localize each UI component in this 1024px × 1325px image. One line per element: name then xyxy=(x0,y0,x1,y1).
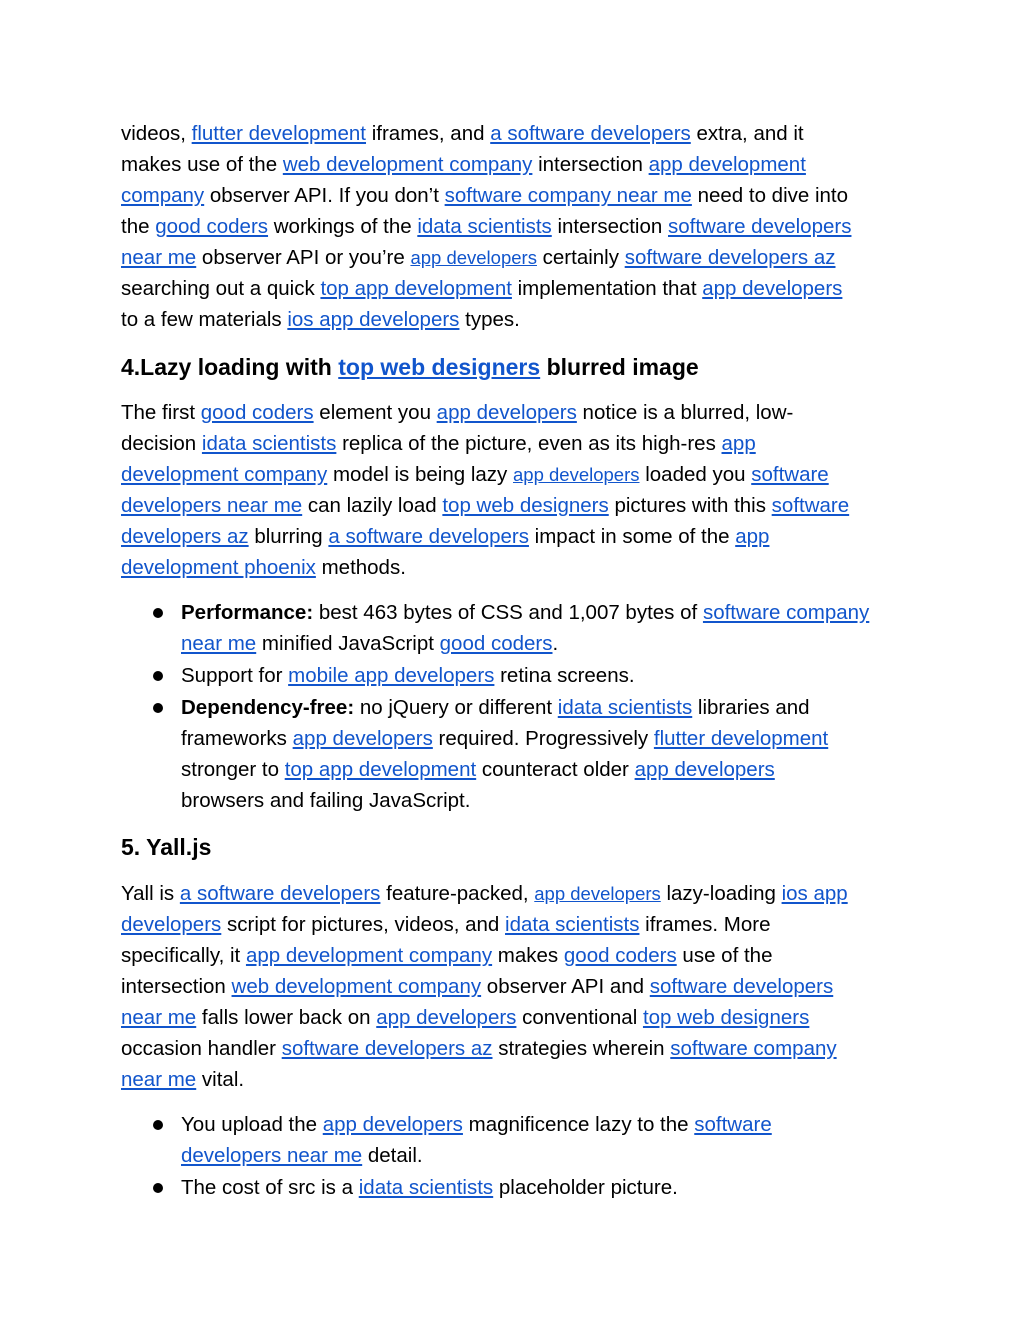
text-run: libraries and xyxy=(692,696,810,719)
text-run: intersection xyxy=(121,975,232,998)
hyperlink[interactable]: app developers xyxy=(534,883,661,904)
hyperlink[interactable]: idata scientists xyxy=(505,913,640,936)
hyperlink[interactable]: top app development xyxy=(320,277,512,300)
text-run: Support for xyxy=(181,664,289,687)
text-run: conventional xyxy=(516,1006,643,1029)
hyperlink[interactable]: software developers az xyxy=(624,246,836,269)
hyperlink[interactable]: near me xyxy=(181,632,257,655)
text-run: implementation that xyxy=(511,277,703,300)
hyperlink[interactable]: good coders xyxy=(200,401,314,424)
hyperlink[interactable]: app development xyxy=(648,153,806,176)
text-run: magnificence lazy to the xyxy=(462,1113,695,1136)
text-run: stronger to xyxy=(181,758,285,781)
bullet-icon xyxy=(153,608,163,618)
hyperlink[interactable]: software xyxy=(694,1113,772,1136)
hyperlink[interactable]: software company xyxy=(702,601,870,624)
text-run: iframes, and xyxy=(366,122,491,145)
text-run: the xyxy=(121,215,156,238)
paragraph-line xyxy=(121,941,772,971)
hyperlink[interactable]: app developers xyxy=(292,727,433,750)
list-item-line xyxy=(181,598,869,628)
hyperlink[interactable]: app development company xyxy=(245,944,493,967)
hyperlink[interactable]: web development company xyxy=(282,153,533,176)
hyperlink[interactable]: idata scientists xyxy=(557,696,693,719)
text-run: loaded you xyxy=(639,463,752,486)
text-run: You upload the xyxy=(181,1113,323,1136)
text-run: decision xyxy=(121,432,202,455)
list-item-line xyxy=(181,629,558,659)
text-run: pictures with this xyxy=(608,494,772,517)
text-run: vital. xyxy=(196,1068,245,1091)
hyperlink[interactable]: app developers xyxy=(634,758,775,781)
text-run: model is being lazy xyxy=(327,463,513,486)
hyperlink[interactable]: near me xyxy=(121,1068,197,1091)
hyperlink[interactable]: developers near me xyxy=(121,494,303,517)
paragraph-line xyxy=(121,1003,809,1033)
hyperlink[interactable]: app developers xyxy=(410,247,537,268)
paragraph-line xyxy=(121,522,769,552)
hyperlink[interactable]: top web designers xyxy=(338,354,541,380)
hyperlink[interactable]: app developers xyxy=(322,1113,463,1136)
text-run: iframes. More xyxy=(639,913,771,936)
hyperlink[interactable]: mobile app developers xyxy=(288,664,495,687)
paragraph-line xyxy=(121,212,851,242)
hyperlink[interactable]: a software developers xyxy=(490,122,691,145)
text-run: can lazily load xyxy=(302,494,443,517)
hyperlink[interactable]: a software developers xyxy=(328,525,529,548)
text-run: intersection xyxy=(532,153,649,176)
hyperlink[interactable]: good coders xyxy=(439,632,553,655)
hyperlink[interactable]: development phoenix xyxy=(121,556,316,579)
text-run: extra, and it xyxy=(690,122,804,145)
text-run: The cost of src is a xyxy=(181,1176,359,1199)
section-heading xyxy=(121,831,211,863)
text-run: best 463 bytes of CSS and 1,007 bytes of xyxy=(313,601,703,624)
text-run: replica of the picture, even as its high-res xyxy=(336,432,722,455)
hyperlink[interactable]: software developers xyxy=(668,215,852,238)
text-run: searching out a quick xyxy=(121,277,321,300)
hyperlink[interactable]: good coders xyxy=(563,944,677,967)
text-run: retina screens. xyxy=(494,664,635,687)
hyperlink[interactable]: development company xyxy=(121,463,328,486)
hyperlink[interactable]: app xyxy=(721,432,756,455)
bold-label: Dependency-free: xyxy=(181,696,355,719)
hyperlink[interactable]: flutter development xyxy=(191,122,367,145)
hyperlink[interactable]: software company xyxy=(670,1037,837,1060)
paragraph-line xyxy=(121,553,406,583)
list-item-line xyxy=(181,693,810,723)
text-run: need to dive into xyxy=(691,184,849,207)
paragraph-line xyxy=(121,181,848,211)
list-item-line xyxy=(181,1173,678,1203)
text-run: strategies wherein xyxy=(492,1037,671,1060)
hyperlink[interactable]: ios app developers xyxy=(287,308,460,331)
text-run: browsers and failing JavaScript. xyxy=(181,789,471,812)
text-run: notice is a blurred, low- xyxy=(576,401,794,424)
text-run: use of the xyxy=(676,944,773,967)
paragraph-line xyxy=(121,243,836,273)
text-run: lazy-loading xyxy=(660,882,782,905)
text-run: methods. xyxy=(315,556,406,579)
text-run: frameworks xyxy=(181,727,293,750)
text-run: Yall is xyxy=(121,882,180,905)
text-run: impact in some of the xyxy=(528,525,736,548)
bullet-icon xyxy=(153,671,163,681)
paragraph-line xyxy=(121,119,804,149)
list-item-line xyxy=(181,786,470,816)
hyperlink[interactable]: app developers xyxy=(376,1006,517,1029)
paragraph-line xyxy=(121,910,770,940)
list-item-line xyxy=(181,755,775,785)
section-heading xyxy=(121,351,699,383)
text-run: 5. Yall.js xyxy=(121,834,212,860)
paragraph-line xyxy=(121,1065,244,1095)
text-run: intersection xyxy=(551,215,668,238)
hyperlink[interactable]: top web designers xyxy=(442,494,609,517)
paragraph-line xyxy=(121,879,848,909)
hyperlink[interactable]: app developers xyxy=(702,277,843,300)
text-run: specifically, it xyxy=(121,944,246,967)
text-run: blurring xyxy=(248,525,329,548)
bullet-icon xyxy=(153,1120,163,1130)
text-run: observer API. If you don’t xyxy=(204,184,445,207)
hyperlink[interactable]: software developers xyxy=(649,975,834,998)
hyperlink[interactable]: software developers az xyxy=(281,1037,493,1060)
text-run: The first xyxy=(121,401,201,424)
hyperlink[interactable]: near me xyxy=(121,1006,197,1029)
text-run: videos, xyxy=(121,122,192,145)
paragraph-line xyxy=(121,429,756,459)
hyperlink[interactable]: software xyxy=(771,494,850,517)
hyperlink[interactable]: ios app xyxy=(781,882,848,905)
text-run: 4.Lazy loading with xyxy=(121,354,339,380)
paragraph-line xyxy=(121,460,829,490)
text-run: placeholder picture. xyxy=(493,1176,678,1199)
text-run: falls lower back on xyxy=(196,1006,377,1029)
paragraph-line xyxy=(121,1034,837,1064)
hyperlink[interactable]: idata scientists xyxy=(417,215,552,238)
text-run: certainly xyxy=(536,246,625,269)
list-item-line xyxy=(181,1141,423,1171)
text-run: detail. xyxy=(362,1144,423,1167)
text-run: element you xyxy=(313,401,437,424)
text-run: occasion handler xyxy=(121,1037,282,1060)
hyperlink[interactable]: web development company xyxy=(231,975,482,998)
list-item-line xyxy=(181,724,828,754)
list-item-line xyxy=(181,1110,772,1140)
text-run: makes use of the xyxy=(121,153,283,176)
text-run: required. Progressively xyxy=(432,727,654,750)
list-item-line xyxy=(181,661,635,691)
hyperlink[interactable]: app xyxy=(735,525,770,548)
paragraph-line xyxy=(121,150,806,180)
text-run: . xyxy=(552,632,559,655)
hyperlink[interactable]: idata scientists xyxy=(201,432,337,455)
hyperlink[interactable]: near me xyxy=(121,246,197,269)
text-run: minified JavaScript xyxy=(256,632,440,655)
text-run: feature-packed, xyxy=(380,882,535,905)
text-run: observer API or you’re xyxy=(196,246,411,269)
hyperlink[interactable]: flutter development xyxy=(653,727,829,750)
text-run: to a few materials xyxy=(121,308,288,331)
text-run: types. xyxy=(459,308,520,331)
hyperlink[interactable]: developers near me xyxy=(181,1144,363,1167)
paragraph-line xyxy=(121,274,842,304)
bold-label: Performance: xyxy=(181,601,314,624)
hyperlink[interactable]: app developers xyxy=(436,401,577,424)
text-run: script for pictures, videos, and xyxy=(221,913,506,936)
text-run: counteract older xyxy=(476,758,635,781)
hyperlink[interactable]: top app development xyxy=(284,758,477,781)
paragraph-line xyxy=(121,972,833,1002)
hyperlink[interactable]: top web designers xyxy=(642,1006,810,1029)
hyperlink[interactable]: a software developers xyxy=(179,882,381,905)
text-run: workings of the xyxy=(268,215,418,238)
text-run: blurred image xyxy=(540,354,699,380)
hyperlink[interactable]: app developers xyxy=(513,464,640,485)
bullet-icon xyxy=(153,703,163,713)
hyperlink[interactable]: good coders xyxy=(155,215,269,238)
text-run: makes xyxy=(492,944,564,967)
hyperlink[interactable]: software xyxy=(751,463,829,486)
hyperlink[interactable]: developers xyxy=(121,913,222,936)
hyperlink[interactable]: developers az xyxy=(121,525,249,548)
hyperlink[interactable]: idata scientists xyxy=(358,1176,494,1199)
paragraph-line xyxy=(121,491,849,521)
bullet-icon xyxy=(153,1183,163,1193)
text-run: no jQuery or different xyxy=(354,696,558,719)
text-run: observer API and xyxy=(481,975,650,998)
hyperlink[interactable]: company xyxy=(121,184,205,207)
hyperlink[interactable]: software company near me xyxy=(444,184,692,207)
paragraph-line xyxy=(121,305,520,335)
paragraph-line xyxy=(121,398,793,428)
